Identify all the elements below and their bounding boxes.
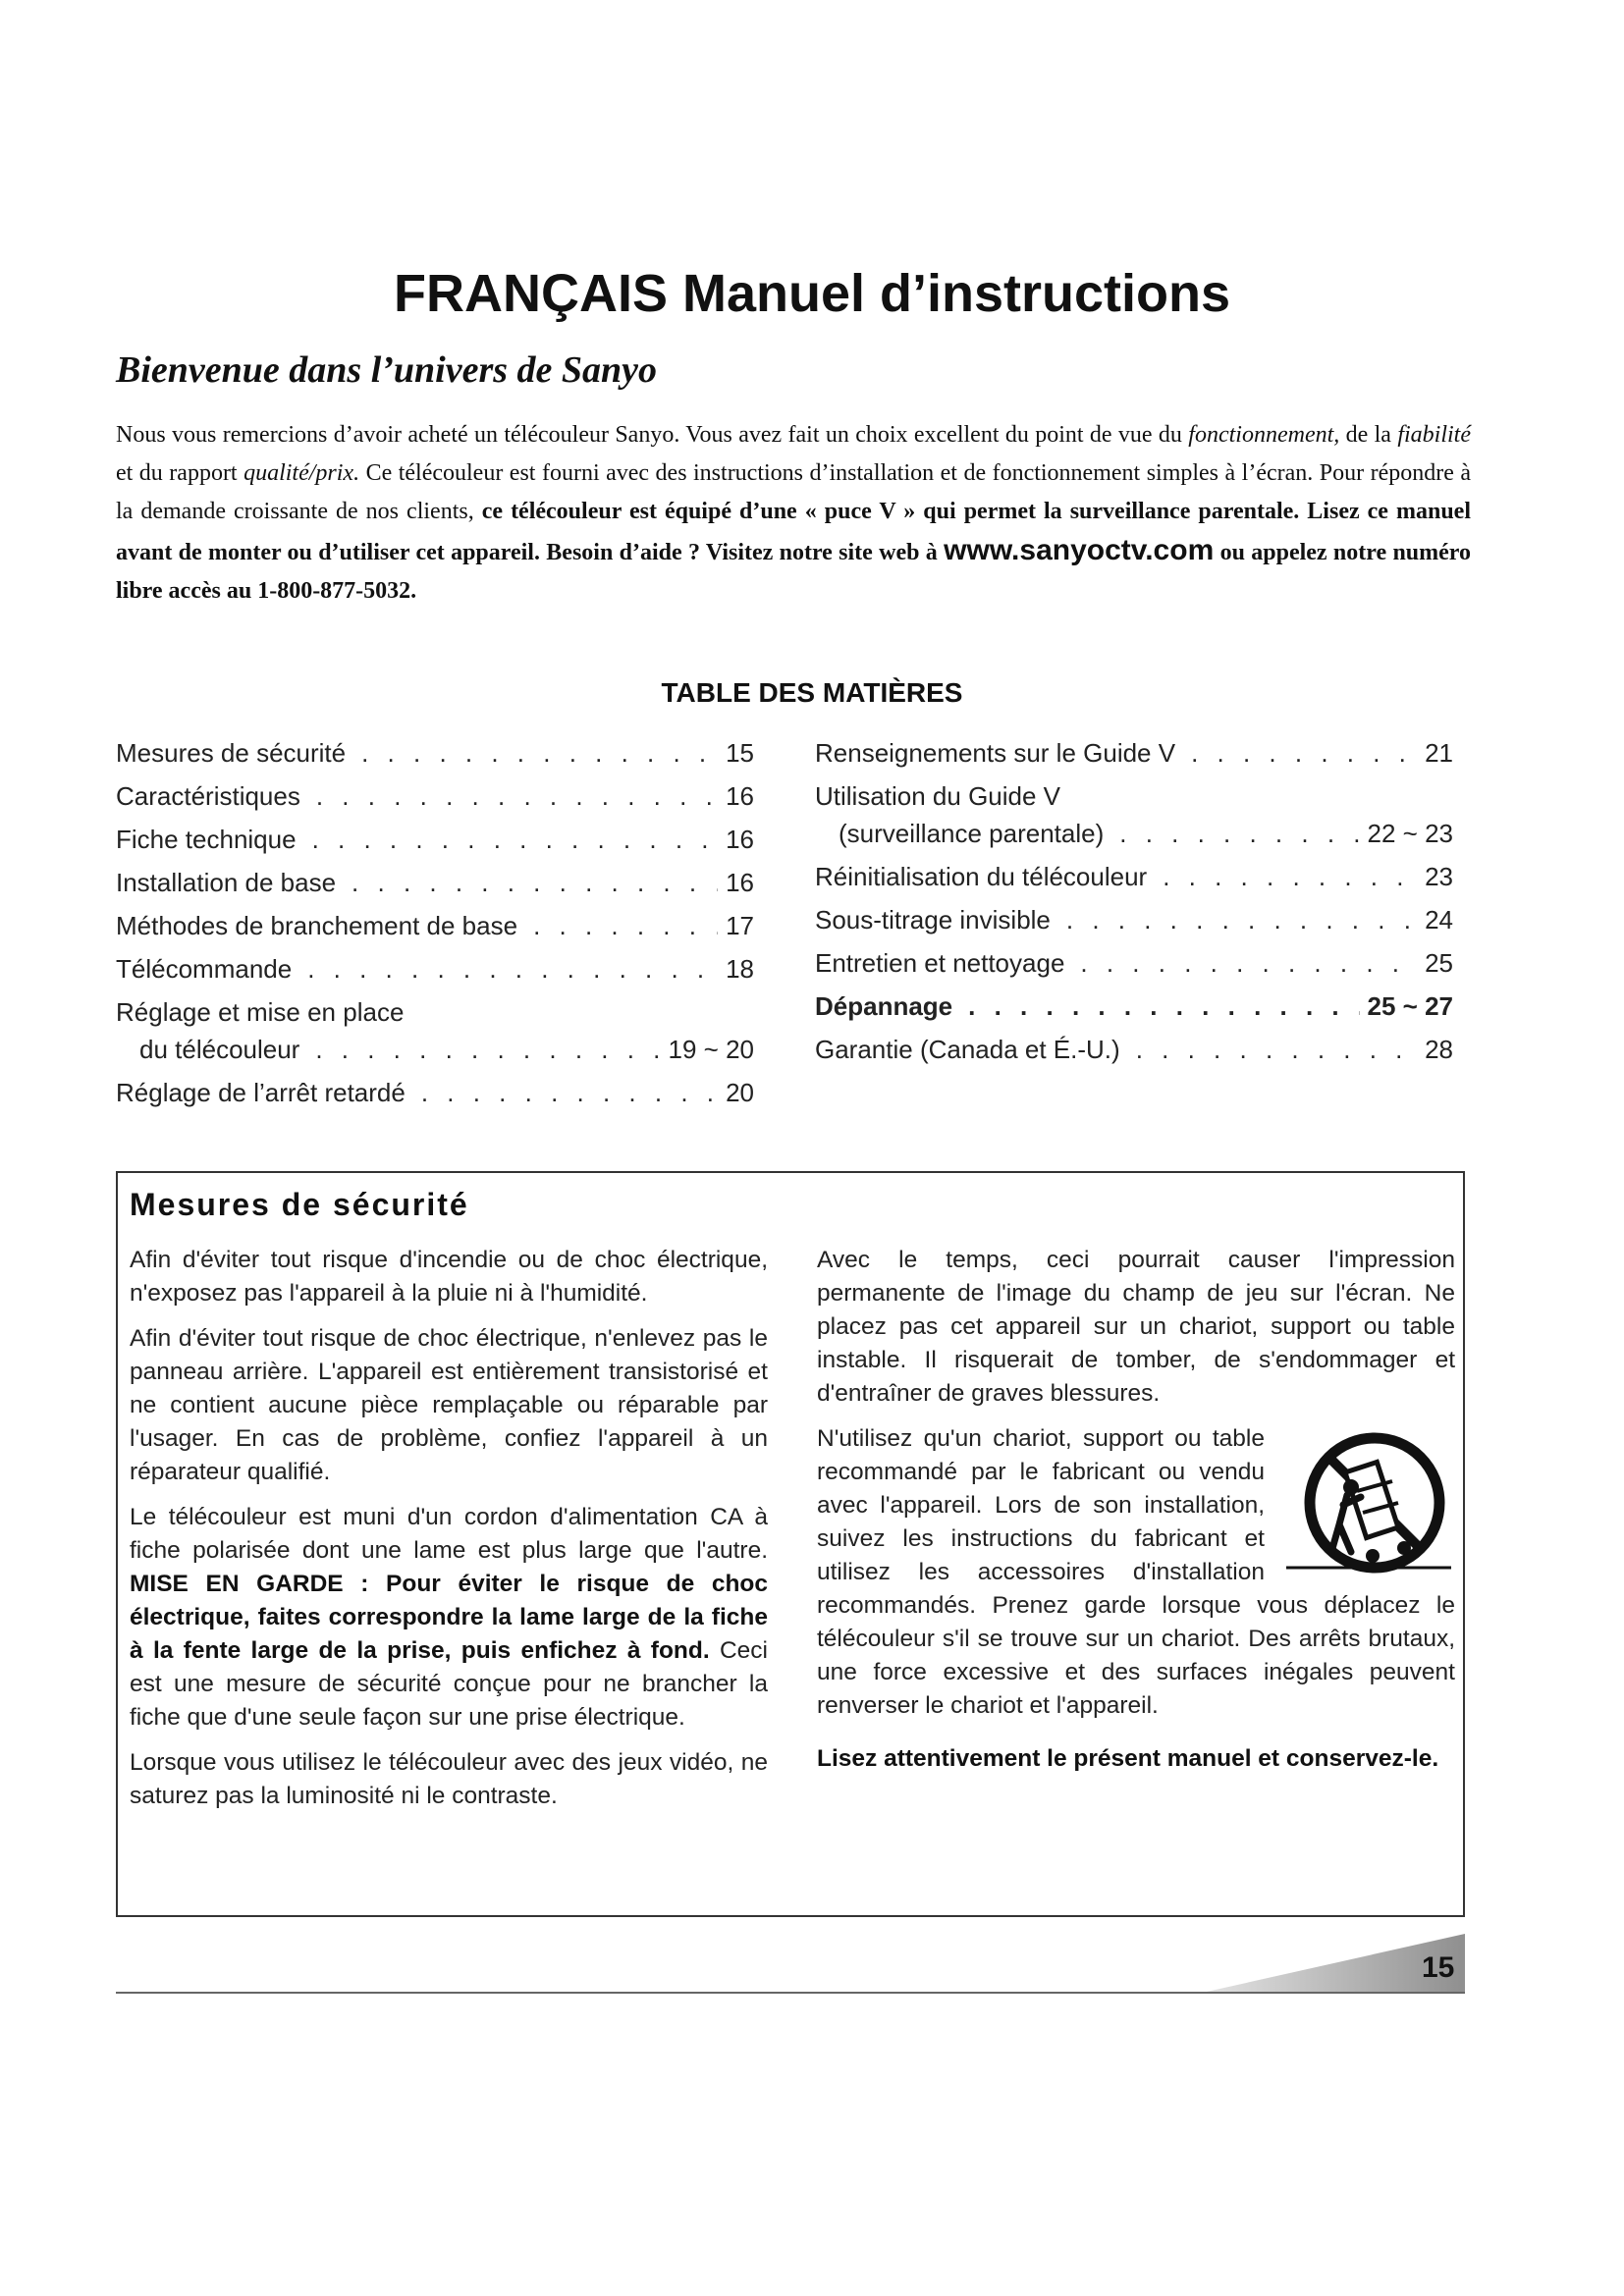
toc-label: (surveillance parentale) — [839, 819, 1105, 848]
toc-right-column — [815, 738, 1453, 1078]
toc-leader — [307, 954, 718, 985]
toc-leader — [1191, 738, 1417, 769]
toc-label: Réglage et mise en place — [116, 997, 405, 1027]
toc-entry[interactable] — [815, 991, 1453, 1035]
intro-italic: fiabilité — [1397, 422, 1471, 448]
toc-leader — [1066, 905, 1417, 935]
toc-page: 16 — [726, 825, 754, 854]
toc-left-column — [116, 738, 754, 1121]
toc-leader — [1119, 819, 1359, 849]
toc-page: 24 — [1425, 905, 1453, 934]
toc-page: 22 ~ 23 — [1367, 819, 1453, 848]
safety-paragraph: Afin d'éviter tout risque de choc électrique, n'enlevez pas le panneau arrière. L'appareil est entièrement transistorisé et ne contient aucune pièce remplaçable ou réparable par l'usager. En cas de problème, confiez l'appareil à un réparateur qualifié. — [130, 1325, 768, 1485]
safety-text: N'utilisez qu'un chariot, support ou table recommandé par le fabricant ou vendu avec l'appareil. Lors de son installation, suivez les instructions du fabricant et utilisez les accessoires d'installation recommandés. Prenez garde lorsque vous déplacez le télécouleur s'il se trouve sur un chariot. Des arrêts brutaux, une force excessive et des surfaces inégales peuvent renverser le chariot et l'appareil. — [817, 1425, 1455, 1719]
safety-paragraph: Afin d'éviter tout risque d'incendie ou de choc électrique, n'exposez pas l'appareil à la pluie ni à l'humidité. — [130, 1247, 768, 1307]
toc-label: Télécommande — [116, 954, 293, 984]
page-subtitle: Bienvenue dans l’univers de Sanyo — [116, 349, 658, 391]
intro-text: de la — [1339, 422, 1398, 448]
website-link[interactable]: www.sanyoctv.com — [944, 534, 1215, 566]
toc-leader — [1163, 862, 1417, 892]
toc-leader — [352, 868, 718, 898]
toc-entry[interactable] — [815, 905, 1453, 948]
toc-label: Mesures de sécurité — [116, 738, 347, 768]
toc-entry[interactable] — [815, 1035, 1453, 1078]
safety-paragraph: Avec le temps, ceci pourrait causer l'impression permanente de l'image du champ de jeu sur l'écran. Ne placez pas cet appareil sur un chariot, support ou table instable. Il risquerait de tomber, de s'endommager et d'entraîner de graves blessures. — [817, 1247, 1455, 1407]
toc-label: Utilisation du Guide V — [815, 781, 1061, 811]
toc-label: Renseignements sur le Guide V — [815, 738, 1176, 768]
toc-entry[interactable] — [116, 868, 754, 911]
toc-label: Garantie (Canada et É.-U.) — [815, 1035, 1120, 1064]
toc-label: Sous-titrage invisible — [815, 905, 1051, 934]
toc-heading: TABLE DES MATIÈRES — [661, 677, 963, 708]
toc-entry[interactable] — [815, 819, 1453, 862]
toc-leader — [421, 1078, 718, 1108]
toc-entry[interactable] — [815, 948, 1453, 991]
intro-bold: ce télécouleur est équipé d’une « puce V » qui permet la surveillance parentale. Lisez ce manuel avant de monter ou d’utiliser cet appareil. Besoin d’aide ? Visitez notre site web à — [116, 499, 1471, 565]
toc-page: 16 — [726, 781, 754, 811]
safety-left-column — [130, 1244, 768, 1825]
toc-entry[interactable] — [116, 954, 754, 997]
intro-italic: qualité/prix. — [244, 460, 360, 486]
intro-text: Nous vous remercions d’avoir acheté un télécouleur Sanyo. Vous avez fait un choix excellent du point de vue du — [116, 422, 1189, 448]
toc-leader — [316, 781, 718, 812]
toc-page: 16 — [726, 868, 754, 897]
toc-label: Caractéristiques — [116, 781, 300, 811]
toc-label: Fiche technique — [116, 825, 297, 854]
toc-leader — [968, 991, 1359, 1022]
toc-label: Réinitialisation du télécouleur — [815, 862, 1148, 891]
safety-box — [116, 1171, 1465, 1917]
toc-entry[interactable] — [116, 911, 754, 954]
toc-entry[interactable] — [116, 825, 754, 868]
safety-paragraph — [817, 1742, 1455, 1776]
page-title: FRANÇAIS Manuel d’instructions — [393, 264, 1231, 323]
cart-tip-over-icon — [1278, 1426, 1455, 1583]
toc-page: 19 ~ 20 — [668, 1035, 754, 1064]
toc-page: 25 ~ 27 — [1367, 991, 1453, 1021]
safety-reminder: Lisez attentivement le présent manuel et conservez-le. — [817, 1745, 1439, 1772]
toc-entry[interactable] — [116, 1078, 754, 1121]
toc-page: 28 — [1425, 1035, 1453, 1064]
toc-leader — [361, 738, 718, 769]
safety-paragraph — [130, 1501, 768, 1735]
safety-text: Ceci est une mesure de sécurité conçue pour ne brancher la fiche que d'une seule façon sur une prise électrique. — [130, 1637, 768, 1731]
safety-warning: MISE EN GARDE : Pour éviter le risque de choc électrique, faites correspondre la lame large de la fiche à la fente large de la prise, puis enfichez à fond. — [130, 1571, 768, 1664]
safety-text: Le télécouleur est muni d'un cordon d'alimentation CA à fiche polarisée dont une lame est plus large que l'autre. — [130, 1504, 768, 1564]
toc-page: 25 — [1425, 948, 1453, 978]
toc-label: Méthodes de branchement de base — [116, 911, 518, 940]
toc-page: 18 — [726, 954, 754, 984]
toc-entry[interactable] — [116, 997, 754, 1035]
toc-page: 21 — [1425, 738, 1453, 768]
toc-leader — [1136, 1035, 1417, 1065]
safety-paragraph: Lorsque vous utilisez le télécouleur avec des jeux vidéo, ne saturez pas la luminosité ni le contraste. — [130, 1749, 768, 1809]
safety-title: Mesures de sécurité — [130, 1187, 469, 1222]
toc-entry[interactable] — [815, 862, 1453, 905]
toc-label: Réglage de l’arrêt retardé — [116, 1078, 406, 1107]
toc-entry[interactable] — [116, 738, 754, 781]
cart-warning-icon — [1278, 1426, 1455, 1583]
safety-paragraph — [817, 1422, 1455, 1723]
toc-page: 17 — [726, 911, 754, 940]
toc-leader — [533, 911, 718, 941]
intro-paragraph — [116, 416, 1471, 611]
page-number: 15 — [1422, 1951, 1455, 1984]
toc-label: Dépannage — [815, 991, 953, 1021]
toc-page: 15 — [726, 738, 754, 768]
toc-page: 23 — [1425, 862, 1453, 891]
intro-bold: ou appelez notre numéro libre accès au 1-800-877-5032. — [116, 540, 1472, 604]
safety-right-column — [817, 1244, 1455, 1788]
toc-entry[interactable] — [815, 781, 1453, 819]
intro-text: Ce télécouleur est fourni avec des instructions d’installation et de fonctionnement simples à l’écran. Pour répondre à la demande croissante de nos clients, — [116, 460, 1472, 524]
toc-entry[interactable] — [815, 738, 1453, 781]
intro-italic: fonctionnement, — [1188, 422, 1340, 448]
toc-entry[interactable] — [116, 1035, 754, 1078]
toc-page: 20 — [726, 1078, 754, 1107]
toc-entry[interactable] — [116, 781, 754, 825]
toc-leader — [315, 1035, 660, 1065]
toc-label: Installation de base — [116, 868, 337, 897]
footer-rule — [116, 1992, 1465, 1994]
toc-leader — [312, 825, 719, 855]
toc-label: du télécouleur — [139, 1035, 300, 1064]
toc-label: Entretien et nettoyage — [815, 948, 1065, 978]
toc-leader — [1080, 948, 1417, 979]
intro-text: et du rapport — [116, 460, 244, 486]
